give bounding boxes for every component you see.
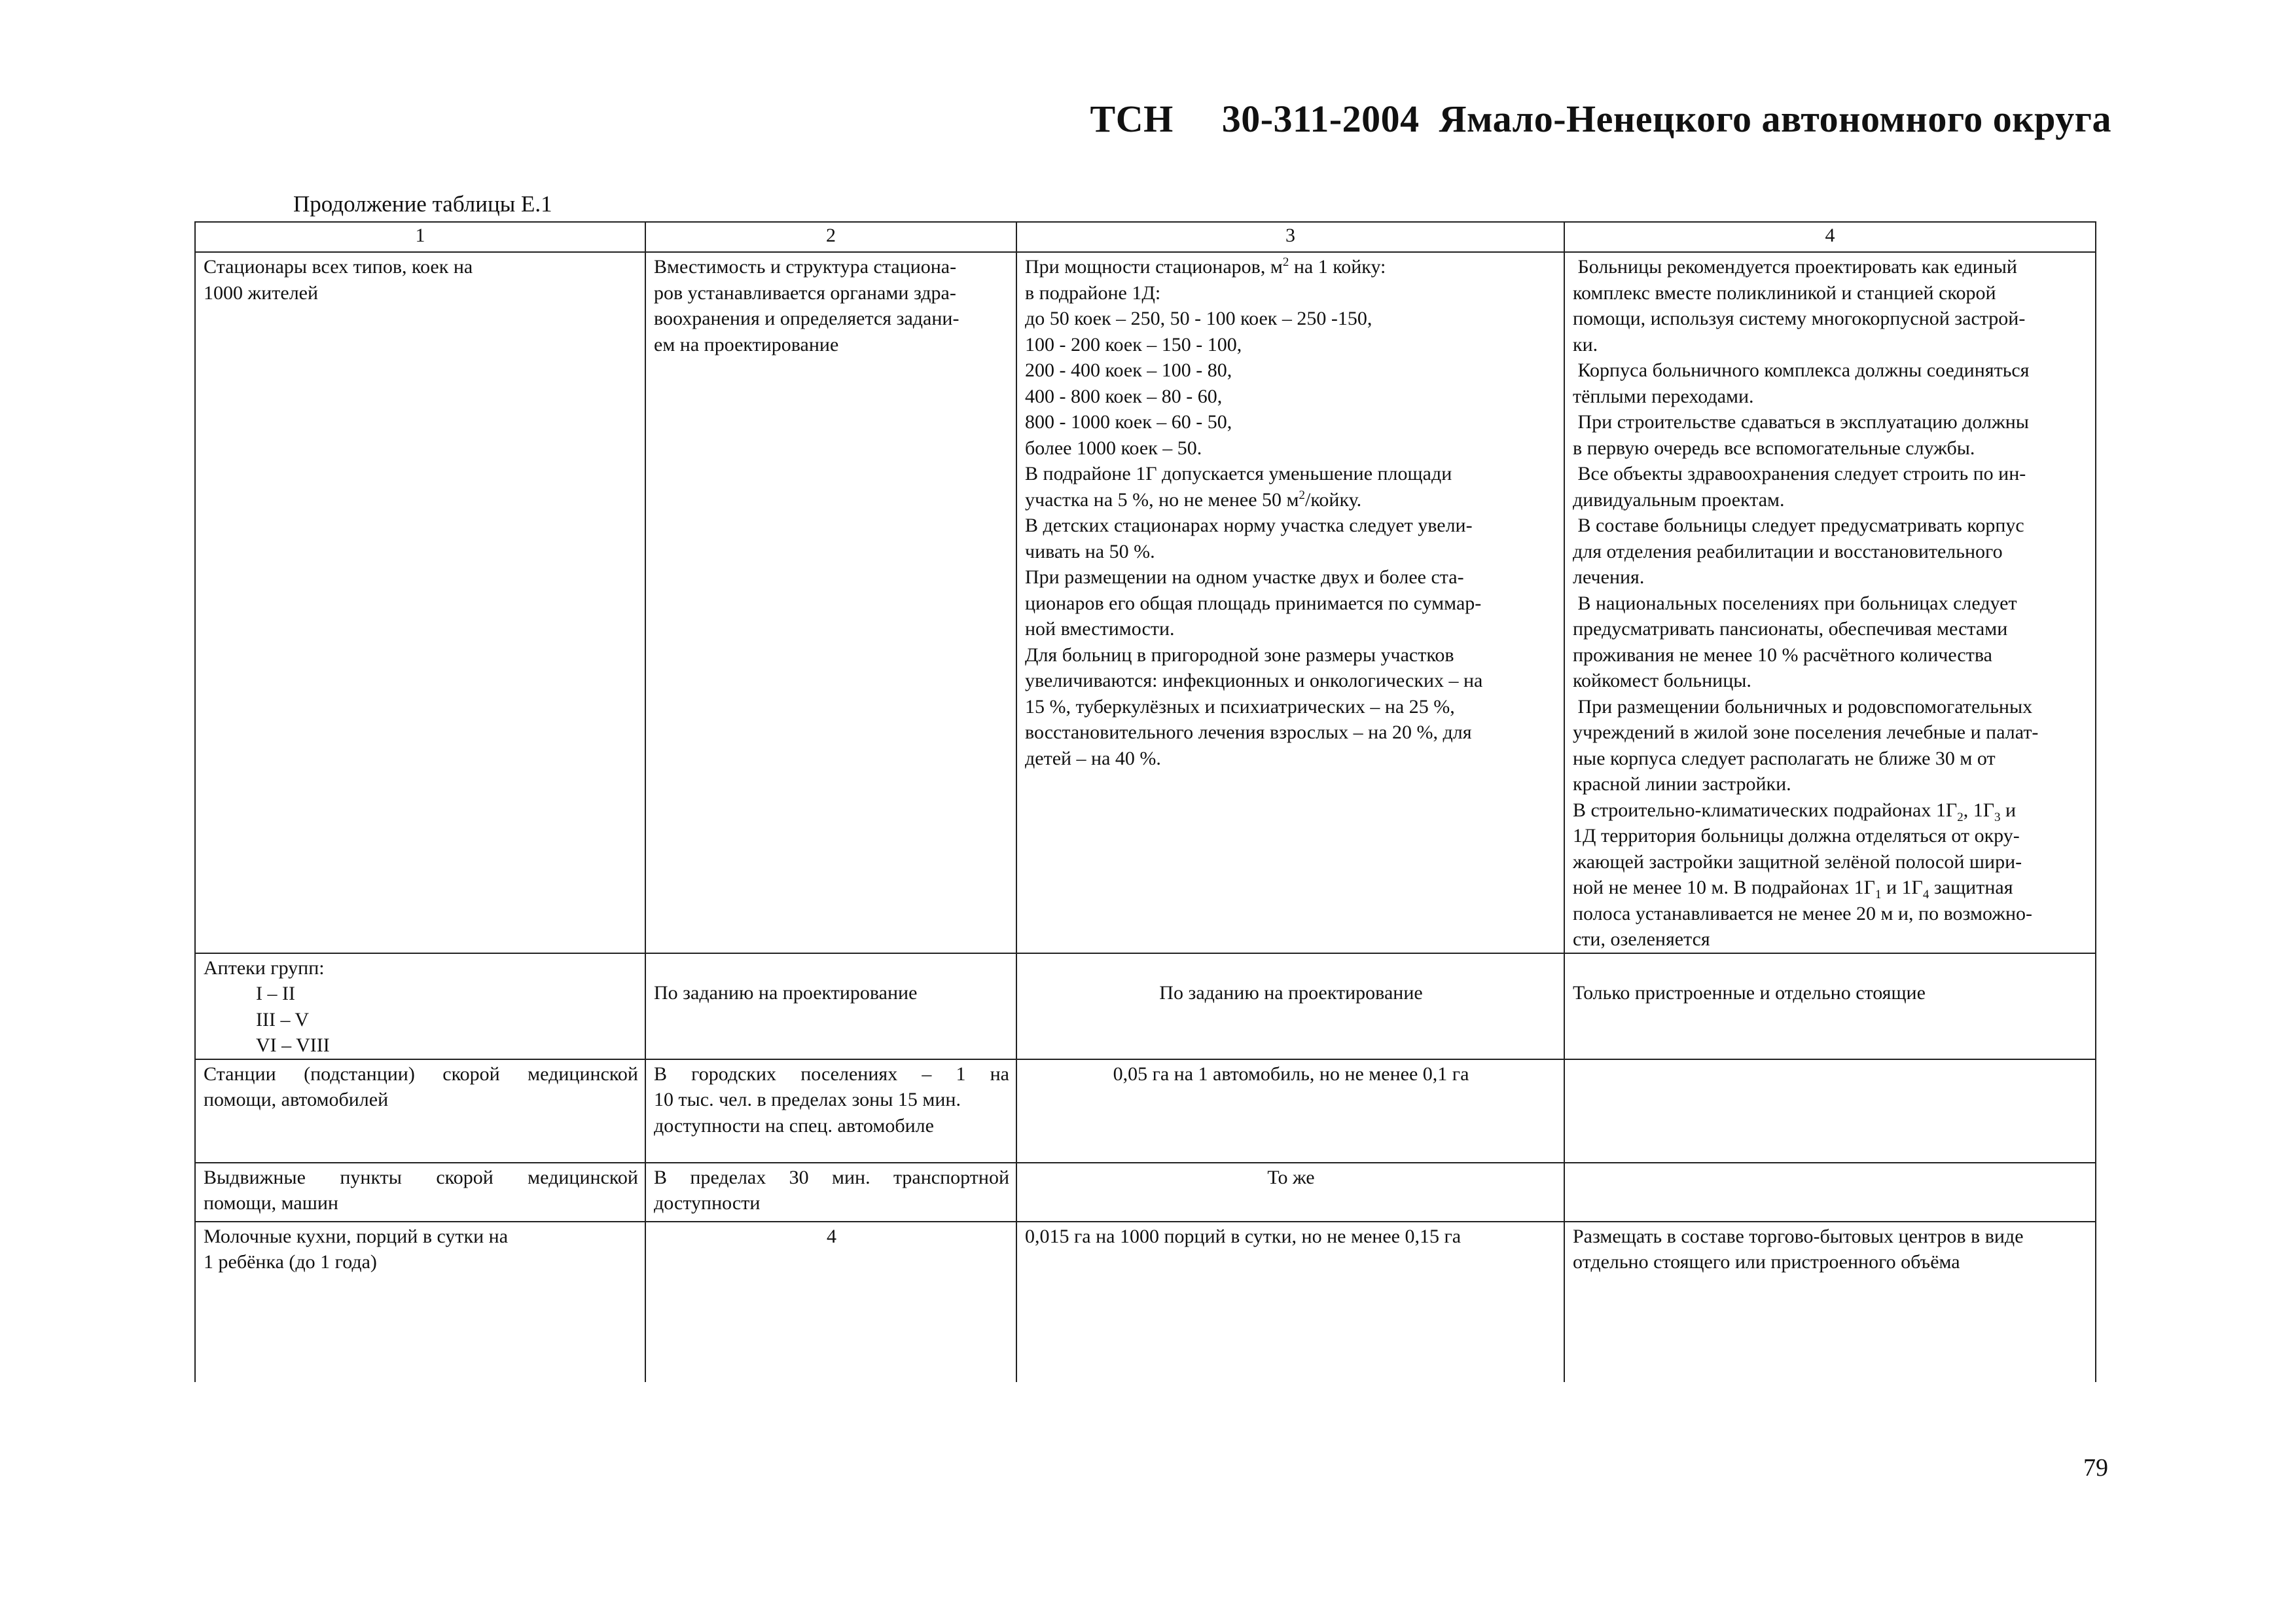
cell-line: красной линии застройки. — [1573, 773, 1791, 795]
cell-line: В пределах 30 мин. транспортной — [654, 1166, 1009, 1188]
cell-line: детей – на 40 %. — [1025, 747, 1161, 769]
row-mobile-col2 — [645, 1163, 1016, 1222]
cell-line: тёплыми переходами. — [1573, 385, 1754, 407]
header-code: ТСН — [1090, 98, 1174, 140]
cell-line: Выдвижные пункты скорой медицинской — [204, 1166, 638, 1188]
pharmacy-group: VI – VIII — [256, 1034, 330, 1056]
cell-line: более 1000 коек – 50. — [1025, 437, 1202, 459]
table-row-pharmacies — [195, 953, 2096, 1059]
cell-line: При размещении на одном участке двух и более ста- — [1025, 566, 1464, 588]
row-pharmacies-col2 — [645, 953, 1016, 1059]
cell-line: доступности — [654, 1192, 761, 1214]
table-caption: Продолжение таблицы Е.1 — [293, 191, 552, 217]
cell-line: 10 тыс. чел. в пределах зоны 15 мин. — [654, 1089, 961, 1110]
cell-line: доступности на спец. автомобиле — [654, 1114, 934, 1137]
column-header: 3 — [1016, 222, 1564, 252]
pharmacy-group: III – V — [256, 1008, 310, 1030]
cell-line: ной не менее 10 м. В подрайонах $1Г_1$ и $1Г_4$ защитная — [1573, 877, 2013, 902]
cell-line: Вместимость и структура стациона- — [654, 256, 957, 278]
cell-text: По заданию на проектирование — [654, 981, 918, 1004]
column-header: 2 — [645, 222, 1016, 252]
cell-line: проживания не менее 10 % расчётного количества — [1573, 644, 1992, 666]
cell-line: в первую очередь все вспомогательные службы. — [1573, 437, 1975, 459]
row-hospitals-col3 — [1016, 252, 1564, 953]
cell-line: При строительстве сдаваться в эксплуатацию должны — [1573, 411, 2029, 433]
cell-line: ционаров его общая площадь принимается по суммар- — [1025, 592, 1482, 614]
cell-line: учреждений в жилой зоне поселения лечебные и палат- — [1573, 721, 2039, 743]
row-mobile-col4 — [1564, 1163, 2096, 1222]
row-mobile-col1 — [195, 1163, 645, 1222]
cell-line: 100 - 200 коек – 150 - 100, — [1025, 333, 1242, 356]
header-title: 30-311-2004 Ямало-Ненецкого автономного округа — [1221, 98, 2111, 140]
cell-line: 400 - 800 коек – 80 - 60, — [1025, 385, 1223, 407]
cell-line: При мощности стационаров, $м^2$ на 1 койку: — [1025, 255, 1386, 278]
table-header-row — [195, 222, 2096, 252]
cell-line: 200 - 400 коек – 100 - 80, — [1025, 359, 1232, 381]
cell-line: 1 ребёнка (до 1 года) — [204, 1251, 377, 1273]
cell-text: 0,05 га на 1 автомобиль, но не менее 0,1 га — [1113, 1063, 1469, 1085]
cell-line: В детских стационарах норму участка следует увели- — [1025, 515, 1473, 536]
table-row-mobile-points — [195, 1163, 2096, 1222]
cell-line: Молочные кухни, порций в сутки на — [204, 1225, 509, 1247]
cell-line: В национальных поселениях при больницах следует — [1573, 592, 2017, 614]
row-hospitals-col4 — [1564, 252, 2096, 953]
cell-line: до 50 коек – 250, 50 - 100 коек – 250 -150, — [1025, 308, 1372, 329]
cell-line: Стационары всех типов, коек на — [204, 256, 473, 278]
cell-line: полоса устанавливается не менее 20 м и, по возможно- — [1573, 902, 2032, 924]
cell-line: жающей застройки защитной зелёной полосой шири- — [1573, 850, 2022, 873]
page-number: 79 — [2083, 1454, 2108, 1482]
row-pharmacies-col4 — [1564, 953, 2096, 1059]
cell-line: ки. — [1573, 333, 1598, 356]
cell-text: По заданию на проектирование — [1159, 981, 1423, 1004]
cell-line: увеличиваются: инфекционных и онкологических – на — [1025, 670, 1483, 691]
cell-line: ров устанавливается органами здра- — [654, 282, 956, 304]
cell-line: дивидуальным проектам. — [1573, 488, 1785, 511]
cell-line: Размещать в составе торгово-бытовых центров в виде — [1573, 1225, 2024, 1247]
table-row-hospitals — [195, 252, 2096, 953]
cell-line: В строительно-климатических подрайонах $1Г_2$, $1Г_3$ и — [1573, 799, 2017, 824]
cell-line: ной вместимости. — [1025, 618, 1175, 640]
cell-line: лечения. — [1573, 566, 1645, 588]
pharmacy-group: I – II — [256, 983, 295, 1004]
norms-table — [194, 221, 2096, 1382]
row-ambulance-col1 — [195, 1059, 645, 1163]
cell-line: Для больниц в пригородной зоне размеры участков — [1025, 644, 1454, 666]
row-mobile-col3 — [1016, 1163, 1564, 1222]
cell-line: ные корпуса следует располагать не ближе 30 м от — [1573, 747, 1996, 769]
cell-line: ем на проектирование — [654, 333, 839, 356]
row-ambulance-col4 — [1564, 1059, 2096, 1163]
cell-line: помощи, машин — [204, 1192, 338, 1214]
row-milk-col3 — [1016, 1222, 1564, 1382]
row-pharmacies-col3 — [1016, 953, 1564, 1059]
cell-line: койкомест больницы. — [1573, 670, 1751, 691]
cell-line: воохранения и определяется задани- — [654, 308, 960, 329]
cell-line: чивать на 50 %. — [1025, 540, 1155, 562]
row-milk-col2 — [645, 1222, 1016, 1382]
cell-text: 0,015 га на 1000 порций в сутки, но не менее 0,15 га — [1025, 1225, 1462, 1247]
cell-line: Корпуса больничного комплекса должны соединяться — [1573, 359, 2030, 381]
cell-line: сти, озеленяется — [1573, 928, 1710, 950]
cell-text: 4 — [827, 1225, 836, 1247]
cell-text: Только пристроенные и отдельно стоящие — [1573, 981, 1926, 1004]
cell-text: То же — [1267, 1166, 1315, 1188]
cell-line: для отделения реабилитации и восстановительного — [1573, 540, 2003, 562]
table-row-ambulance — [195, 1059, 2096, 1163]
table-row-milk-kitchens — [195, 1222, 2096, 1382]
cell-line: помощи, автомобилей — [204, 1089, 389, 1110]
cell-line: В городских поселениях – 1 на — [654, 1063, 1009, 1085]
cell-line: комплекс вместе поликлиникой и станцией скорой — [1573, 282, 1996, 304]
cell-line: Аптеки групп: — [204, 957, 325, 979]
row-pharmacies-col1 — [195, 953, 645, 1059]
cell-line: 1000 жителей — [204, 282, 319, 304]
cell-line: Все объекты здравоохранения следует строить по ин- — [1573, 463, 2026, 484]
cell-line: В составе больницы следует предусматривать корпус — [1573, 515, 2024, 536]
cell-line: Станции (подстанции) скорой медицинской — [204, 1063, 638, 1085]
cell-line: предусматривать пансионаты, обеспечивая местами — [1573, 618, 2008, 640]
cell-line: 1Д территория больницы должна отделяться от окру- — [1573, 825, 2020, 847]
row-milk-col4 — [1564, 1222, 2096, 1382]
cell-line: в подрайоне 1Д: — [1025, 282, 1161, 304]
cell-line: отдельно стоящего или пристроенного объёма — [1573, 1251, 1960, 1273]
column-header: 4 — [1564, 222, 2096, 252]
row-ambulance-col2 — [645, 1059, 1016, 1163]
cell-line: участка на 5 %, но не менее 50 $м^2$/койку. — [1025, 488, 1362, 511]
cell-line: Больницы рекомендуется проектировать как единый — [1573, 256, 2017, 278]
row-hospitals-col1 — [195, 252, 645, 953]
row-milk-col1 — [195, 1222, 645, 1382]
cell-line: 15 %, туберкулёзных и психиатрических – на 25 %, — [1025, 695, 1455, 718]
cell-line: В подрайоне 1Г допускается уменьшение площади — [1025, 463, 1452, 484]
document-header — [1090, 97, 2111, 141]
cell-line: помощи, используя систему многокорпусной застрой- — [1573, 308, 2026, 329]
row-hospitals-col2 — [645, 252, 1016, 953]
column-header: 1 — [195, 222, 645, 252]
row-ambulance-col3 — [1016, 1059, 1564, 1163]
cell-line: восстановительного лечения взрослых – на 20 %, для — [1025, 721, 1472, 743]
cell-line: 800 - 1000 коек – 60 - 50, — [1025, 411, 1232, 433]
cell-line: При размещении больничных и родовспомогательных — [1573, 695, 2033, 718]
